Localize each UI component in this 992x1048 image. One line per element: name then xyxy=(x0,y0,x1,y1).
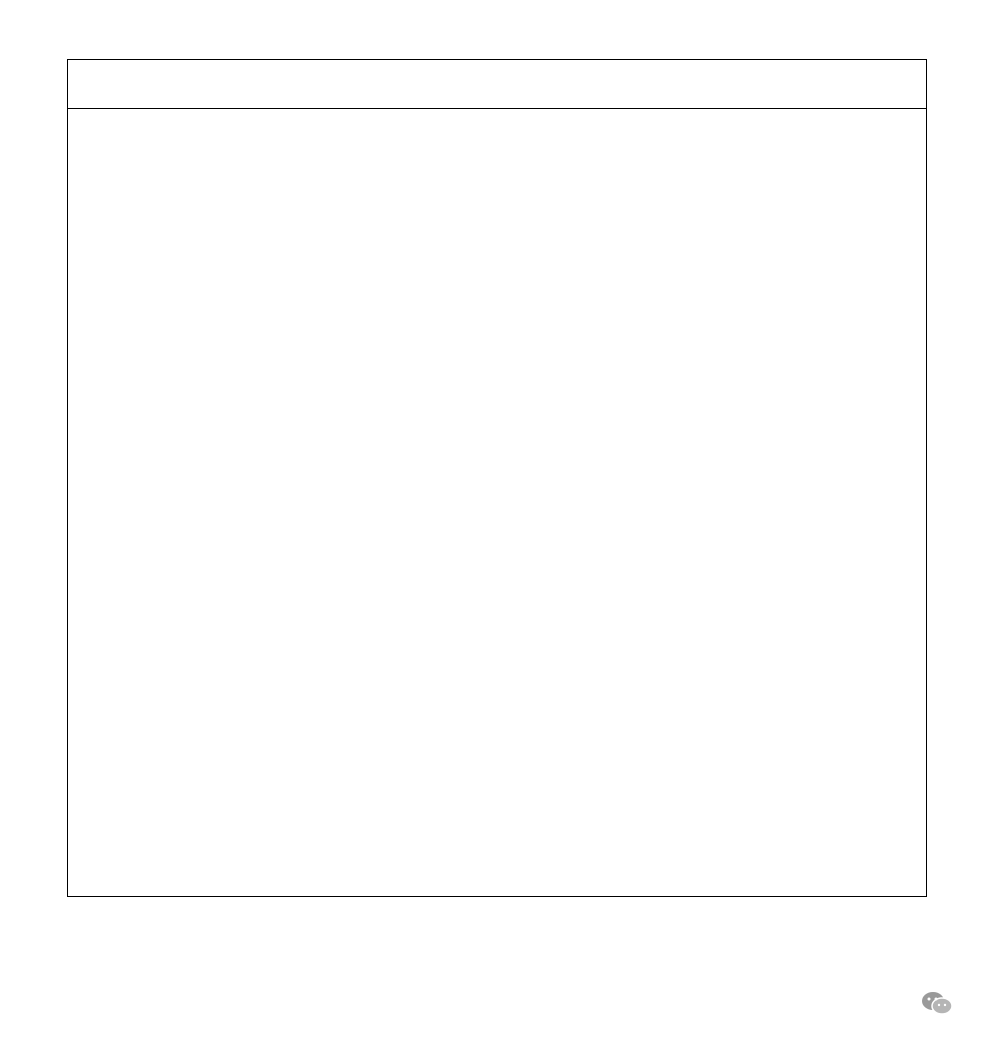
wechat-icon xyxy=(920,990,954,1016)
watermark xyxy=(920,990,962,1016)
fault-code-table xyxy=(67,59,927,897)
table-title xyxy=(68,60,926,109)
